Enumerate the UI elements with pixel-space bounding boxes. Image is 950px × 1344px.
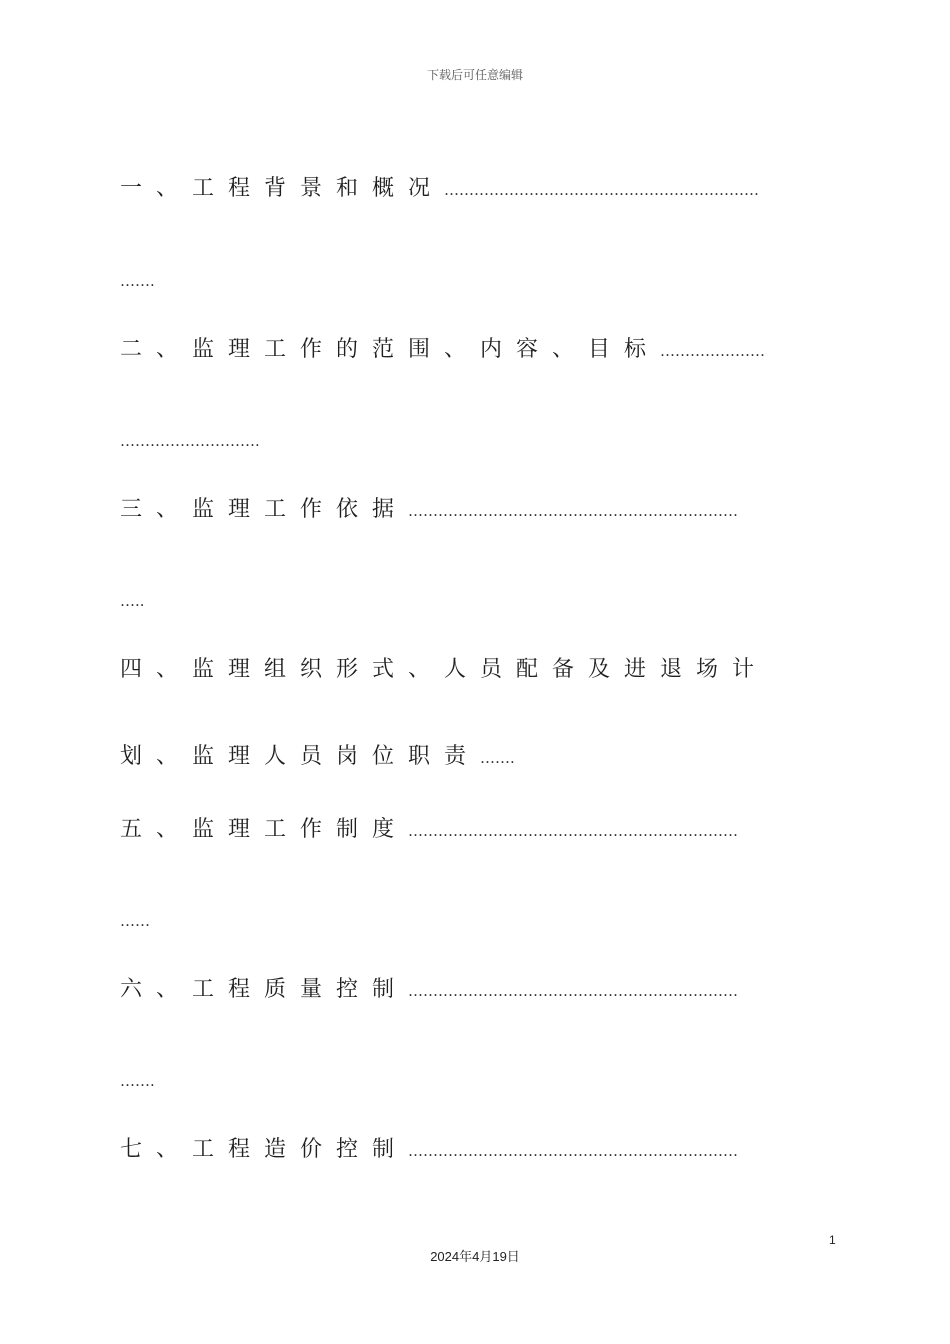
toc-entry-1-continuation: …….	[120, 272, 155, 290]
toc-entry-4[interactable]	[120, 655, 768, 685]
toc-entry-2-title: 二、监理工作的范围、内容、目标	[120, 337, 661, 362]
toc-entry-3-title: 三、监理工作依据	[120, 497, 409, 522]
toc-entry-3-continuation: …..	[120, 592, 145, 610]
toc-entry-1[interactable]	[120, 174, 759, 205]
toc-entry-4-line2: 划、监理人员岗位职责	[120, 744, 481, 769]
toc-entry-5[interactable]	[120, 815, 738, 846]
page-number: 1	[829, 1233, 836, 1247]
toc-entry-4-leader: …….	[480, 749, 515, 767]
toc-entry-5-title: 五、监理工作制度	[120, 817, 409, 842]
footer-date: 2024年4月19日	[430, 1249, 520, 1264]
toc-entry-6-leader: …………………………………………………………	[408, 982, 739, 1000]
toc-entry-2[interactable]	[120, 335, 765, 366]
toc-entry-3-leader: …………………………………………………………	[408, 502, 739, 520]
toc-entry-4-line1: 四、监理组织形式、人员配备及进退场计	[120, 657, 769, 682]
toc-entry-5-continuation: ……	[120, 912, 150, 930]
toc-entry-7[interactable]	[120, 1135, 738, 1166]
toc-entry-6-title: 六、工程质量控制	[120, 977, 409, 1002]
toc-entry-5-leader: …………………………………………………………	[408, 822, 739, 840]
toc-entry-2-leader: …………………	[660, 342, 766, 360]
toc-entry-6-continuation: …….	[120, 1072, 155, 1090]
toc-entry-3[interactable]	[120, 495, 738, 526]
toc-entry-2-continuation: ……………………….	[120, 432, 260, 450]
toc-entry-1-title: 一、工程背景和概况	[120, 176, 445, 201]
toc-entry-7-leader: …………………………………………………………	[408, 1142, 739, 1160]
toc-entry-4-cont[interactable]	[120, 742, 515, 773]
toc-entry-7-title: 七、工程造价控制	[120, 1137, 409, 1162]
toc-entry-1-leader: ………………………………………………………	[444, 181, 760, 199]
page-header: 下载后可任意编辑	[426, 68, 523, 82]
toc-entry-6[interactable]	[120, 975, 738, 1006]
